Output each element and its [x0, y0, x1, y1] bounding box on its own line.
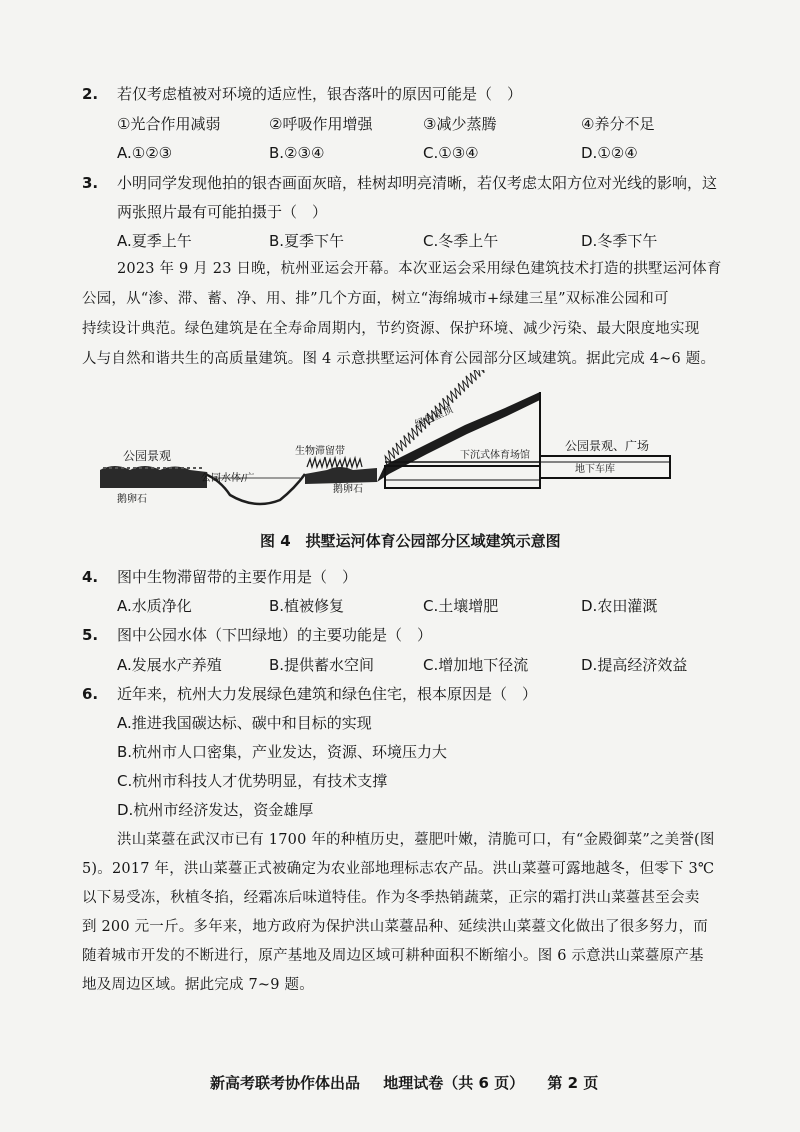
passage-line: 持续设计典范。绿色建筑是在全寿命周期内，节约资源、保护环境、减少污染、最大限度地实现 [82, 321, 700, 337]
label-park-landscape-left: 公园景观 [123, 449, 172, 463]
choice-b[interactable]: B.植被修复 [269, 597, 345, 615]
choice-list [117, 596, 717, 616]
choice-c[interactable]: C.增加地下径流 [423, 656, 529, 674]
question-number: 2. [82, 85, 99, 103]
choice-b[interactable]: B.杭州市人口密集，产业发达，资源、环境压力大 [117, 743, 448, 761]
choice-c[interactable]: C.土壤增肥 [423, 597, 499, 615]
choice-a[interactable]: A.夏季上午 [117, 232, 192, 250]
question-number: 3. [82, 174, 99, 192]
passage-line: 以下易受冻，秋植冬掐，经霜冻后味道特佳。作为冬季热销蔬菜，正宗的霜打洪山菜薹甚至会卖 [82, 890, 700, 906]
choice-c[interactable]: C.①③④ [423, 144, 479, 162]
label-bio-retention: 生物滞留带 [295, 446, 345, 457]
passage-line: 公园，从“渗、滞、蓄、净、用、排”几个方面，树立“海绵城市+绿建三星”双标准公园和可 [82, 291, 669, 307]
label-underground-garage: 地下车库 [575, 464, 615, 475]
choice-a[interactable]: A.水质净化 [117, 597, 192, 615]
statement-list [117, 114, 717, 134]
label-sunken-gym: 下沉式体育场馆 [460, 450, 530, 461]
choice-list [117, 655, 717, 675]
passage-line: 地及周边区域。据此完成 7~9 题。 [82, 977, 314, 993]
choice-d[interactable]: D.提高经济效益 [581, 656, 688, 674]
question-stem-cont: 两张照片最有可能拍摄于（ ） [117, 203, 328, 221]
label-park-landscape-right: 公园景观、广场 [565, 439, 650, 453]
choice-b[interactable]: B.②③④ [269, 144, 325, 162]
choice-c[interactable]: C.杭州市科技人才优势明显，有技术支撑 [117, 772, 388, 790]
question-stem: 小明同学发现他拍的银杏画面灰暗，桂树却明亮清晰，若仅考虑太阳方位对光线的影响，这 [117, 174, 718, 192]
label-pebble-left: 鹅卵石 [117, 494, 147, 505]
question-stem: 图中生物滞留带的主要作用是（ ） [117, 568, 358, 586]
footer-publisher: 新高考联考协作体出品 [210, 1074, 361, 1092]
choice-list [117, 231, 717, 251]
question-stem: 图中公园水体（下凹绿地）的主要功能是（ ） [117, 626, 433, 644]
label-pebble-mid: 鹅卵石 [333, 484, 363, 495]
choice-d[interactable]: D.杭州市经济发达，资金雄厚 [117, 801, 314, 819]
question-number: 5. [82, 626, 99, 644]
choice-d[interactable]: D.①②④ [581, 144, 638, 162]
statement-item: ③减少蒸腾 [423, 115, 497, 133]
choice-b[interactable]: B.提供蓄水空间 [269, 656, 375, 674]
footer-subject: 地理试卷（共 6 页） [383, 1074, 525, 1092]
passage-line: 人与自然和谐共生的高质量建筑。图 4 示意拱墅运河体育公园部分区域建筑。据此完成 4~6 题。 [82, 351, 716, 367]
page-footer [210, 1072, 616, 1093]
choice-a[interactable]: A.推进我国碳达标、碳中和目标的实现 [117, 714, 372, 732]
pebble-ground-left [100, 466, 207, 488]
question-stem: 若仅考虑植被对环境的适应性，银杏落叶的原因可能是（ ） [117, 85, 523, 103]
choice-a[interactable]: A.①②③ [117, 144, 173, 162]
passage-line: 随着城市开发的不断进行，原产基地及周边区域可耕种面积不断缩小。图 6 示意洪山菜薹原产基 [82, 948, 704, 964]
passage-line: 2023 年 9 月 23 日晚，杭州亚运会开幕。本次亚运会采用绿色建筑技术打造的拱墅运河体育 [117, 261, 722, 277]
choice-b[interactable]: B.夏季下午 [269, 232, 345, 250]
choice-c[interactable]: C.冬季上午 [423, 232, 499, 250]
statement-item: ④养分不足 [581, 115, 655, 133]
figure-4-diagram [95, 370, 685, 530]
question-stem: 近年来，杭州大力发展绿色建筑和绿色住宅，根本原因是（ ） [117, 685, 538, 703]
passage-line: 洪山菜薹在武汉市已有 1700 年的种植历史，薹肥叶嫩，清脆可口，有“金殿御菜”之美誉(图 [117, 832, 715, 848]
label-green-roof: 绿色屋顶 [413, 404, 455, 431]
label-park-water: 公园水体/广 [201, 473, 255, 484]
bio-retention-strip [305, 457, 377, 484]
passage-line: 5)。2017 年，洪山菜薹正式被确定为农业部地理标志农产品。洪山菜薹可露地越冬，但零下 3℃ [82, 861, 715, 877]
figure-4-caption: 图 4 拱墅运河体育公园部分区域建筑示意图 [260, 532, 561, 550]
passage-line: 到 200 元一斤。多年来，地方政府为保护洪山菜薹品种、延续洪山菜薹文化做出了很多努力，而 [82, 919, 708, 935]
statement-item: ①光合作用减弱 [117, 115, 221, 133]
question-number: 4. [82, 568, 99, 586]
question-number: 6. [82, 685, 99, 703]
statement-item: ②呼吸作用增强 [269, 115, 373, 133]
choice-d[interactable]: D.农田灌溉 [581, 597, 658, 615]
choice-a[interactable]: A.发展水产养殖 [117, 656, 222, 674]
footer-page-number: 第 2 页 [547, 1074, 599, 1092]
choice-list [117, 143, 717, 163]
choice-d[interactable]: D.冬季下午 [581, 232, 658, 250]
